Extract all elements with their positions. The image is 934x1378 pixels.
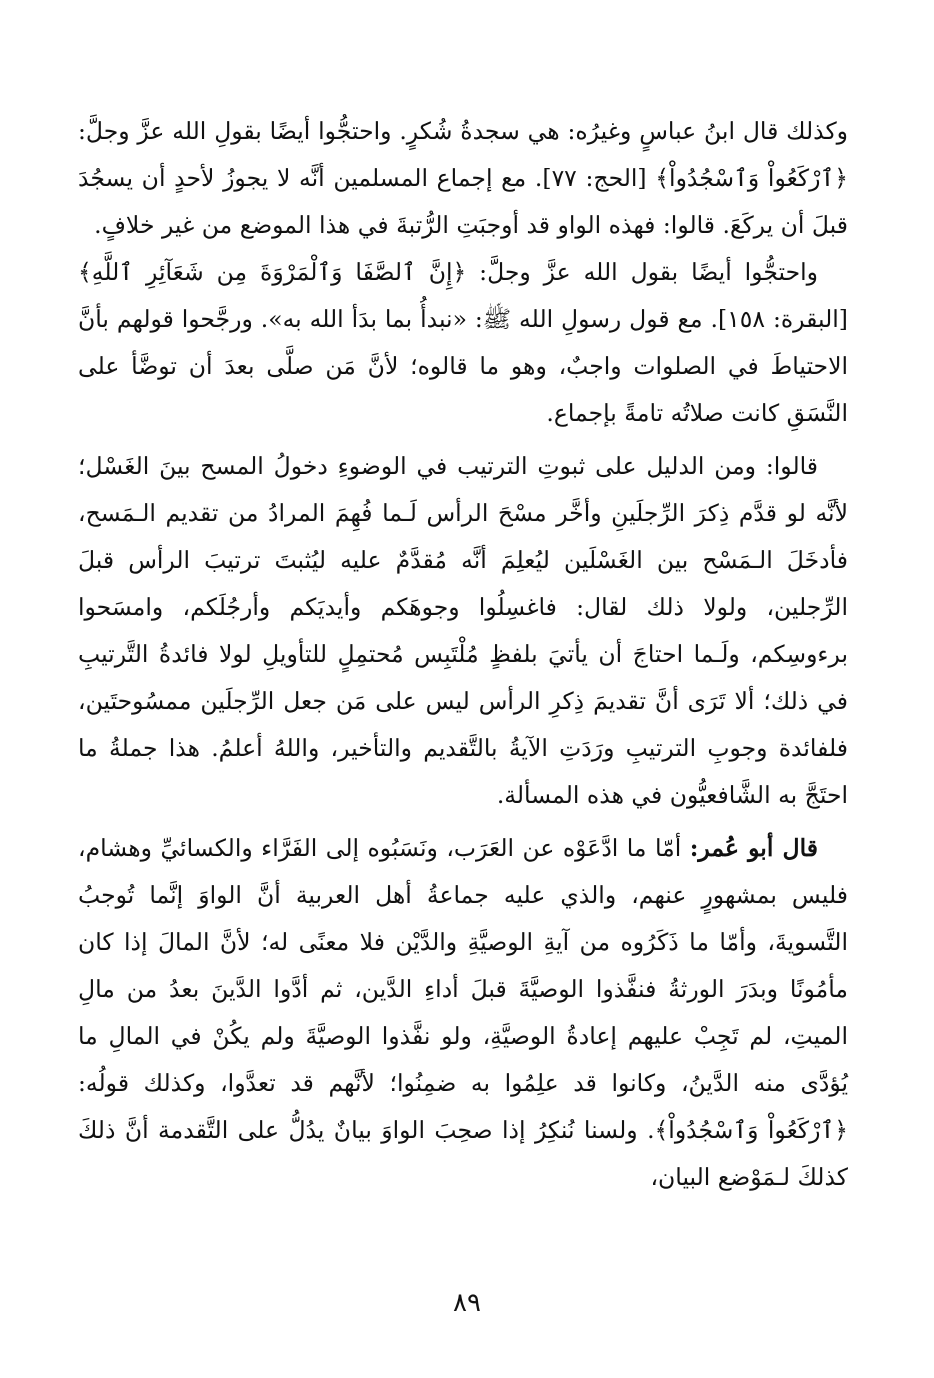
paragraph-3: قالوا: ومن الدليل على ثبوتِ الترتيب في الوضوءِ دخولُ المسح بينَ الغَسْل؛ لأنَّه لو قدَّم ذِكرَ الرِّجلَينِ وأخَّر مسْحَ الرأس لَـما فُهِمَ المرادُ من تقديم الـمَسح، فأدخَلَ الـمَسْح بين الغَسْلَين ليُعلِمَ أنَّه مُقدَّمٌ عليه ليُثبتَ ترتيبَ الرأس قبلَ الرِّجلين، ولولا ذلك لقال: فاغسِلُوا وجوهَكم وأيديَكم وأرجُلَكم، وامسَحوا برءوسِكم، ولَـما احتاجَ أن يأتيَ بلفظٍ مُلْتَبِس مُحتمِلٍ للتأويلِ لولا فائدةُ التَّرتيبِ في ذلك؛ ألا تَرَى أنَّ تقديمَ ذِكرِ الرأس ليس على مَن جعل الرِّجلَين ممسُوحتَين، فلفائدة وجوبِ الترتيبِ ورَدَتِ الآيةُ بالتَّقديم والتأخير، واللهُ أعلمُ. هذا جملةُ ما احتَجَّ به الشَّافعيُّون في هذه المسألة. bbox=[78, 452, 848, 809]
paragraph-4 bbox=[78, 825, 848, 1201]
paragraph-1: وكذلك قال ابنُ عباسٍ وغيرُه: هي سجدةُ شُكرٍ. واحتجُّوا أيضًا بقولِ الله عزَّ وجلَّ: ﴿ٱرْكَعُواْ وَٱسْجُدُواْ﴾ [الحج: ٧٧]. مع إجماع المسلمين أنَّه لا يجوزُ لأحدٍ أن يسجُدَ قبلَ أن يركَعَ. قالوا: فهذه الواو قد أوجبَتِ الرُّتبةَ في هذا الموضع من غير خلافٍ. bbox=[78, 117, 848, 239]
page-number: ٨٩ bbox=[453, 1288, 481, 1318]
speaker-label: قال أبو عُمر: bbox=[689, 834, 818, 862]
page-body bbox=[78, 108, 848, 1201]
paragraph-2: واحتجُّوا أيضًا بقول الله عزَّ وجلَّ: ﴿إِنَّ ٱلصَّفَا وَٱلْمَرْوَةَ مِن شَعَآئِرِ ٱللَّهِ﴾ [البقرة: ١٥٨]. مع قول رسولِ الله ﷺ: «نبدأُ بما بدَأ الله به». ورجَّحوا قولهم بأنَّ الاحتياطَ في الصلوات واجبٌ، وهو ما قالوه؛ لأنَّ مَن صلَّى بعدَ أن توضَّأ على النَّسَقِ كانت صلاتُه تامةً بإجماع. bbox=[78, 258, 848, 427]
paragraph-4-text: أمّا ما ادَّعَوْه عن العَرَب، ونَسَبُوه إلى الفَرَّاء والكسائيِّ وهشام، فليس بمشهورٍ عنهم، والذي عليه جماعةُ أهل العربية أنَّ الواوَ إنَّما تُوجبُ التَّسويةَ، وأمّا ما ذَكَرُوه من آيةِ الوصيَّةِ والدَّيْن فلا معنًى له؛ لأنَّ المالَ إذا كان مأمُونًا وبدَرَ الورثةُ فنفَّذوا الوصيَّةَ قبلَ أداءِ الدَّين، ثم أدَّوا الدَّينَ بعدُ من مالِ الميتِ، لم تَجِبْ عليهم إعادةُ الوصيَّةِ، ولو نفَّذوا الوصيَّةَ ولم يكُنْ في المالِ ما يُؤدَّى منه الدَّينُ، وكانوا قد علِمُوا به ضمِنُوا؛ لأنَّهم قد تعدَّوا، وكذلك قولُه: ﴿ٱرْكَعُواْ وَٱسْجُدُواْ﴾. ولسنا نُنكِرُ إذا صحِبَ الواوَ بيانٌ يدُلُّ على التَّقدمة أنَّ ذلكَ كذلكَ لـمَوْضع البيان، bbox=[78, 834, 849, 1191]
